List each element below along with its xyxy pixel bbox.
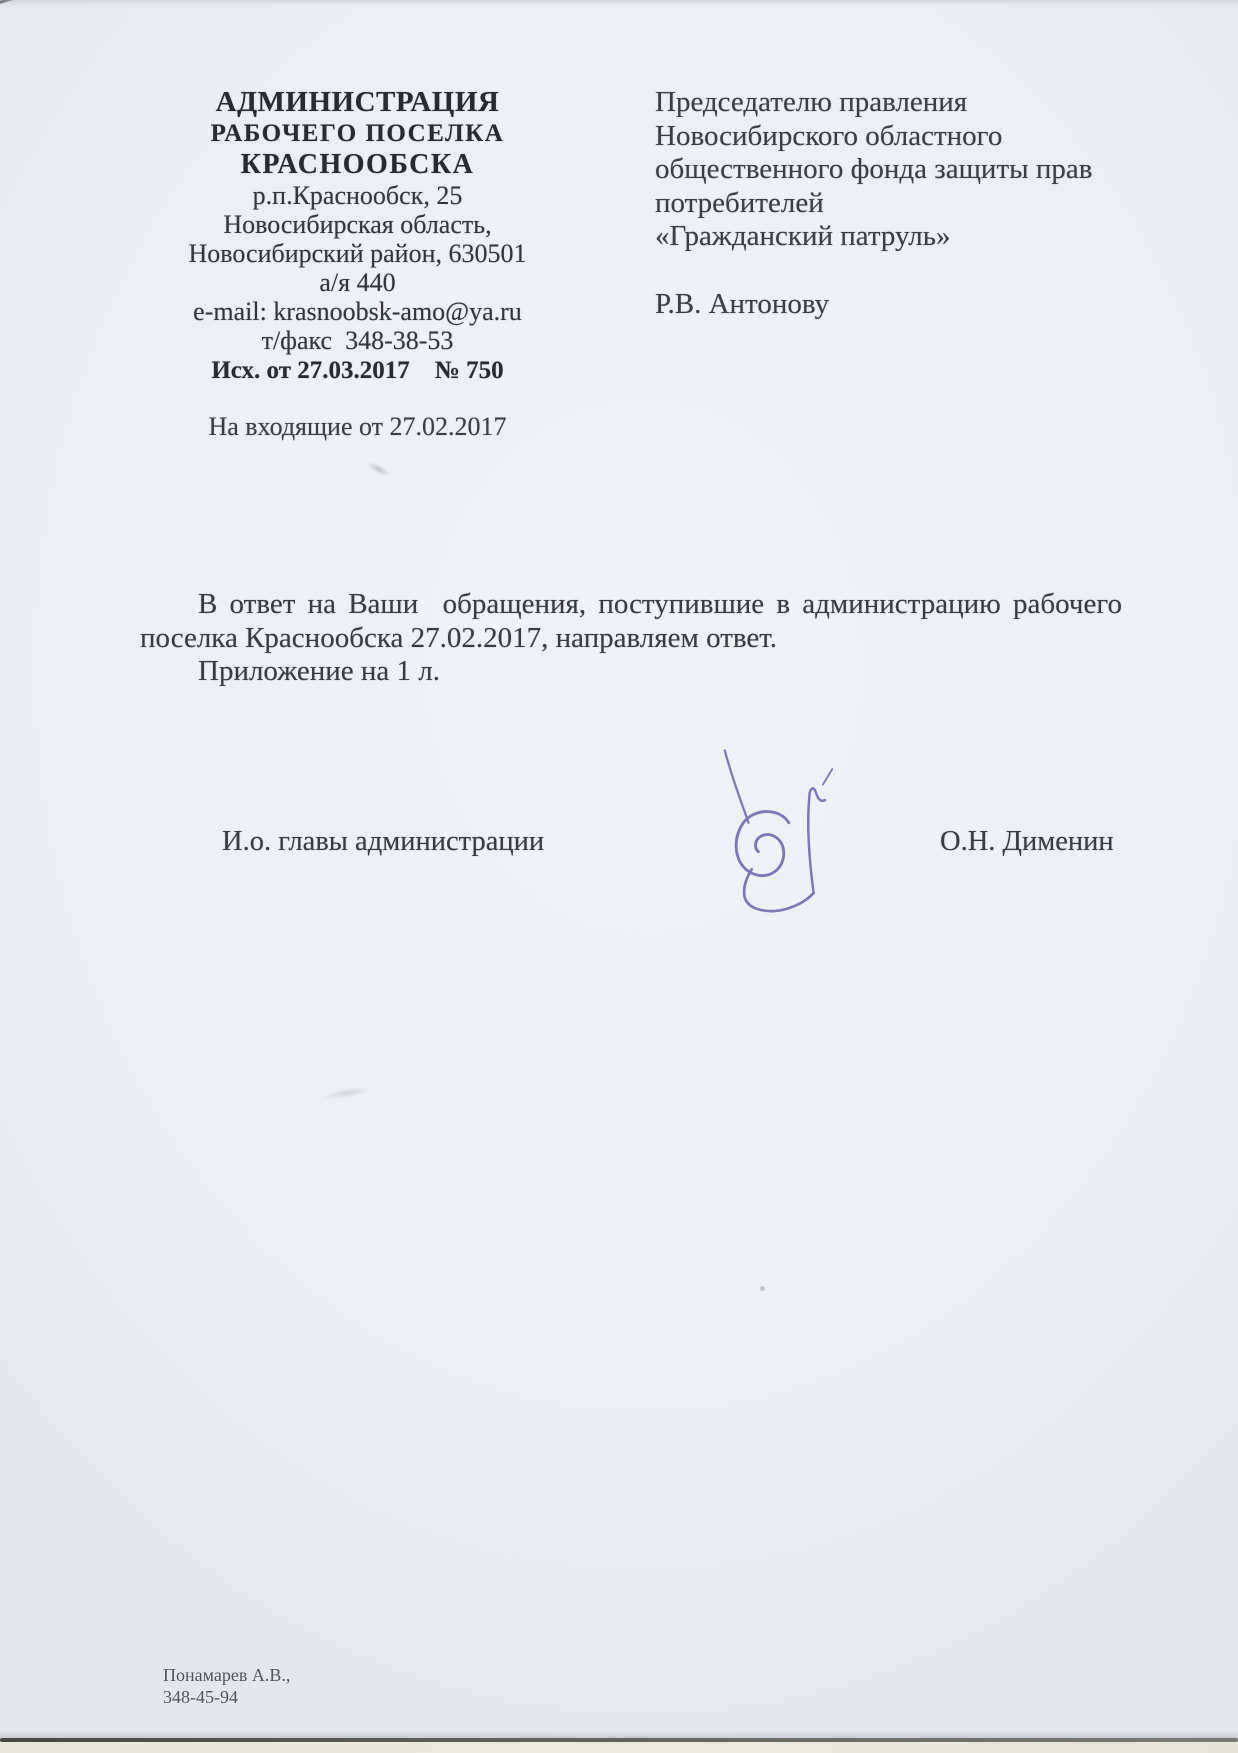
recipient-name: Р.В. Антонову xyxy=(655,288,830,320)
outgoing-reference-number: Исх. от 27.03.2017 № 750 xyxy=(211,357,504,384)
handwritten-signature-mark xyxy=(698,736,858,924)
scan-artifact-smudge xyxy=(322,1084,373,1103)
executor-block xyxy=(163,1664,290,1708)
paper-bottom-edge xyxy=(0,1731,1238,1753)
scan-artifact-smudge xyxy=(365,459,392,479)
paper-edge-shadow xyxy=(0,1731,1238,1738)
incoming-reference: На входящие от 27.02.2017 xyxy=(208,412,507,441)
attachment-note: Приложение на 1 л. xyxy=(198,655,441,687)
addressee-line: Председателю правления xyxy=(655,86,968,118)
letter-body xyxy=(140,588,1122,689)
addressee-block xyxy=(655,86,1125,254)
letterhead-address-line: Новосибирская область, xyxy=(223,210,492,239)
org-name-line-3: КРАСНООБСКА xyxy=(240,149,475,180)
letterhead-address-line: а/я 440 xyxy=(319,268,396,297)
addressee-line: потребителей xyxy=(655,186,824,219)
executor-phone: 348-45-94 xyxy=(163,1687,238,1707)
signer-name: О.Н. Дименин xyxy=(940,826,1114,857)
letterhead-email-line: e-mail: krasnoobsk-amo@ya.ru xyxy=(193,297,522,326)
executor-name: Понамарев А.В., xyxy=(163,1665,291,1685)
letterhead-address-line: р.п.Краснообск, 25 xyxy=(252,181,463,210)
signer-title: И.о. главы администрации xyxy=(222,826,545,857)
addressee-line: «Гражданский патруль» xyxy=(655,220,951,252)
addressee-line: общественного фонда защиты прав xyxy=(655,153,1093,185)
scanner-background-strip xyxy=(0,1742,1238,1753)
body-paragraph: В ответ на Ваши обращения, поступившие в администрацию рабочего поселка Краснообска 27.02.2017, направляем ответ. xyxy=(140,588,1122,654)
letterhead xyxy=(170,86,545,386)
scan-edge-shade-top xyxy=(0,0,1238,6)
scan-artifact-speck xyxy=(760,1286,765,1291)
letterhead-address-line: Новосибирский район, 630501 xyxy=(188,239,527,268)
org-name-line-1: АДМИНИСТРАЦИЯ xyxy=(215,86,500,118)
org-name-line-2: РАБОЧЕГО ПОСЕЛКА xyxy=(210,120,505,147)
addressee-line: Новосибирского областного xyxy=(655,119,1003,152)
letterhead-fax-line: т/факс 348-38-53 xyxy=(261,326,454,355)
